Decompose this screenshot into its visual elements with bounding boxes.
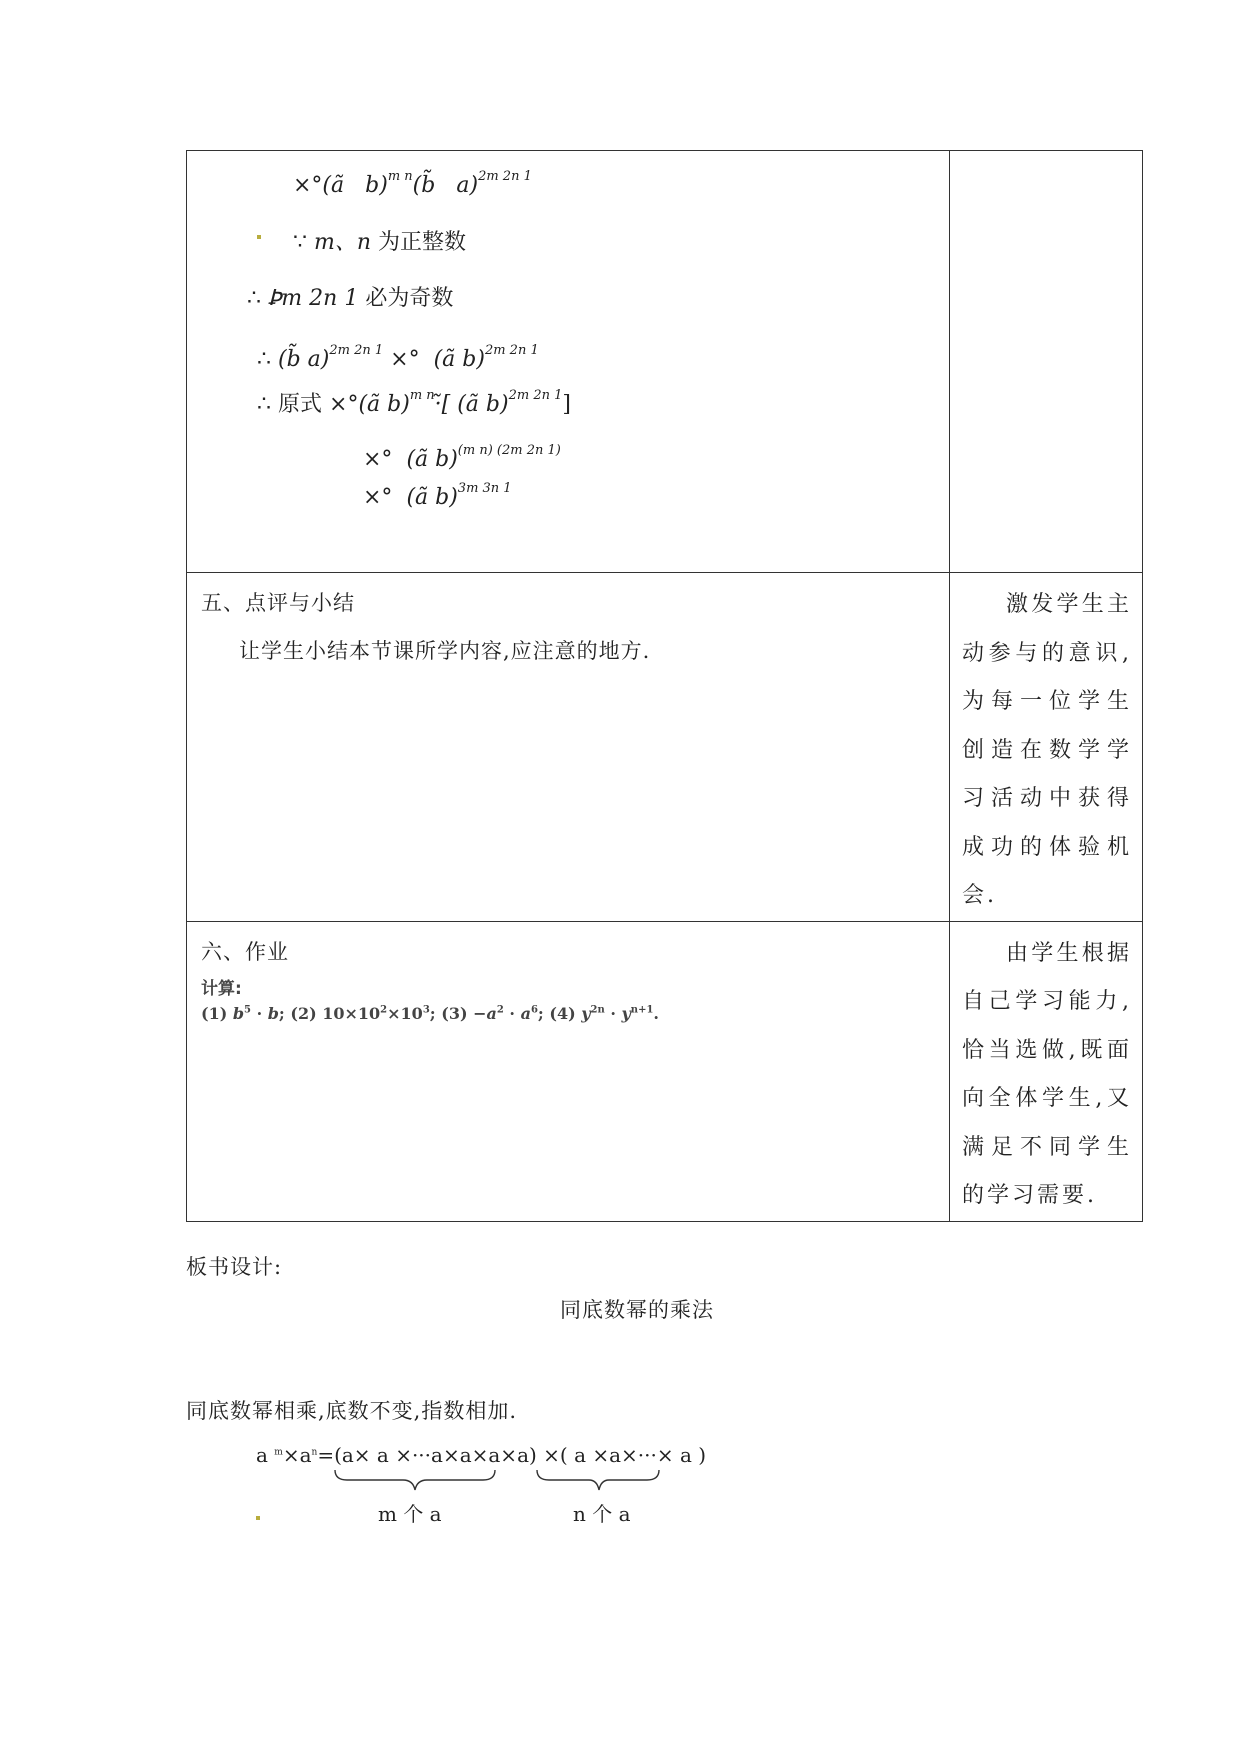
review-note: 激发学生主动参与的意识,为每一位学生创造在数学学习活动中获得成功的体验机会. [962,592,1132,908]
proof-line-2: ∵ m、n 为正整数 [293,230,467,255]
board-design-label: 板书设计: [186,1255,283,1279]
homework-note-cell [950,921,1143,1221]
proof-line-5: ∴ 原式 ×°(ã b)$^{m n}$·̃[ (ã b)$^{2m 2n 1}$] [257,388,571,417]
underbraces [325,1468,685,1494]
proof-cell [187,151,950,573]
brace-label-m: m 个 a [378,1502,442,1526]
proof-line-4: ∴ (b̃ a)$^{2m 2n 1}$ ×° (ã b)$^{2m 2n 1}$ [257,343,539,372]
brace-m [335,1470,495,1490]
section-title-review: 五、点评与小结 [201,591,355,615]
homework-row [187,921,1143,1221]
lesson-table [186,150,1143,1222]
proof-note-cell [950,151,1143,573]
review-cell [187,573,950,922]
section-title-homework: 六、作业 [201,939,289,964]
proof-line-6: ×° (ã b)$^{(m n) (2m 2n 1)}$ [363,443,561,472]
brace-label-n: n 个 a [573,1502,631,1526]
bullet-mark [257,235,261,239]
proof-row [187,151,1143,573]
brace-n [537,1470,659,1490]
proof-block [187,151,949,572]
proof-line-1: ×°(ã b)$^{m n}$(b̃ a)$^{2m 2n 1}$ [293,169,532,198]
board-rule: 同底数幂相乘,底数不变,指数相加. [186,1399,518,1423]
homework-exercises: (1) $b^5 \cdot b$; (2) $10\times 10^2\times 10^3$; $(3) -a^2 \cdot a^6$; (4) $y^{2n} \cdot y^{n+1}$. [201,1003,659,1023]
proof-line-7: ×° (ã b)$^{3m 3n 1}$ [363,481,512,510]
homework-label: 计算: [201,978,242,999]
review-note-cell [950,573,1143,922]
board-title: 同底数幂的乘法 [560,1298,714,1322]
bullet-mark-board [256,1516,260,1520]
review-body: 让学生小结本节课所学内容,应注意的地方. [239,639,651,663]
board-formula: a $^m\times a^n=(a\times a \times\cdot\cdot\cdot a\times a\times a\times a)$ ×( a ×a×···× a ) [256,1443,707,1467]
review-row [187,573,1143,922]
homework-note: 由学生根据自己学习能力,恰当选做,既面向全体学生,又满足不同学生的学习需要. [962,940,1132,1208]
proof-line-3: ∴ Ꝧm 2n 1 必为奇数 [247,286,454,311]
homework-cell [187,921,950,1221]
